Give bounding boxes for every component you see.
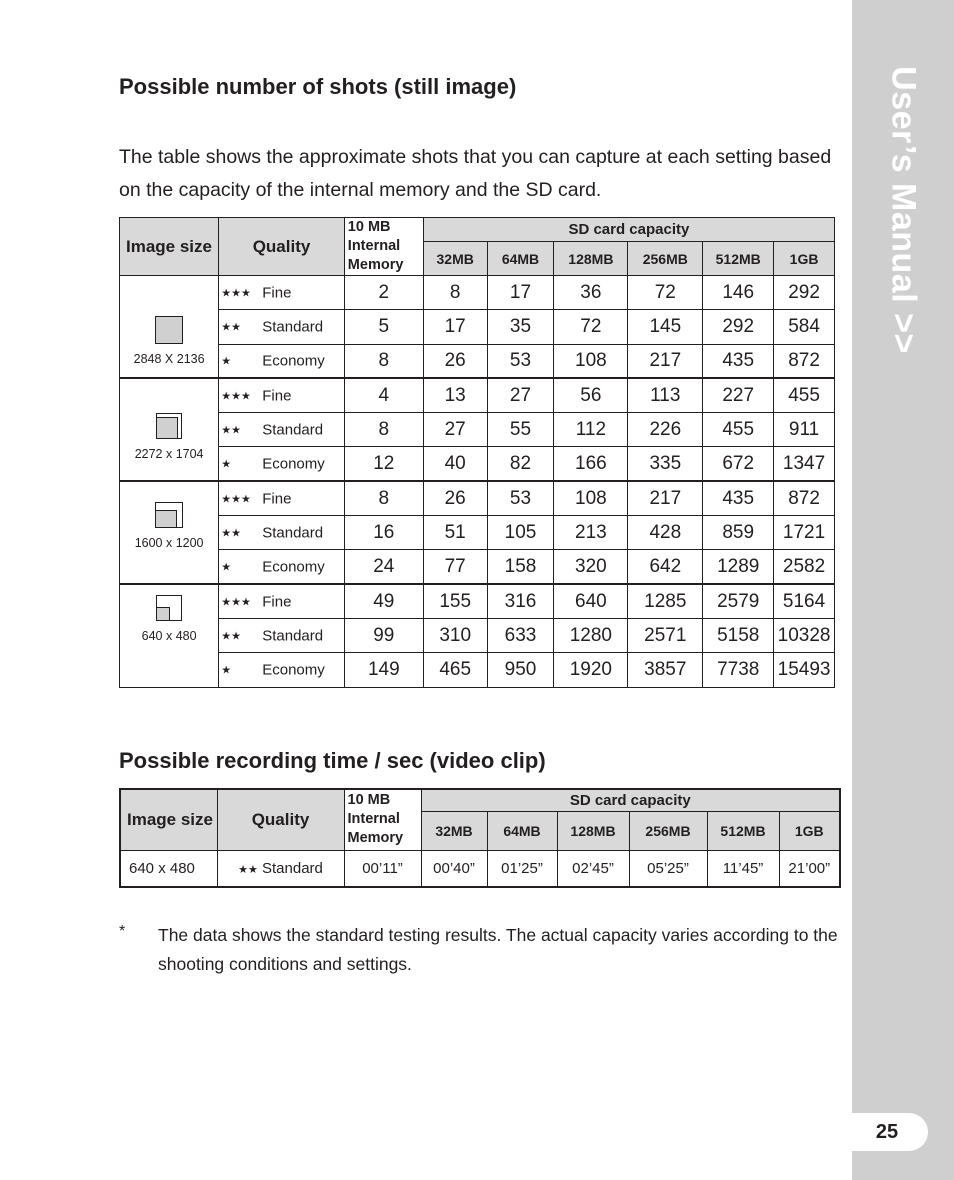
value-cell: 112: [554, 413, 628, 447]
sd-col-header-512mb: 512MB: [707, 811, 779, 850]
quality-label: Standard: [262, 524, 324, 542]
video-value-cell: 11’45”: [707, 850, 779, 887]
table-row: [120, 653, 835, 687]
value-cell: 108: [554, 344, 628, 378]
value-cell: 26: [423, 344, 487, 378]
star-rating-icon: ★: [221, 664, 232, 677]
value-cell: 950: [487, 653, 554, 687]
video-col-memory-header: 10 MB Internal Memory: [344, 789, 421, 850]
value-cell: 12: [344, 447, 423, 481]
quality-label: Standard: [262, 318, 324, 336]
video-value-cell: 00’11”: [344, 850, 421, 887]
value-cell: 51: [423, 516, 487, 550]
value-cell: 17: [423, 310, 487, 344]
value-cell: 99: [344, 618, 423, 652]
value-cell: 16: [344, 516, 423, 550]
table-row: [120, 516, 835, 550]
value-cell: 53: [487, 481, 554, 515]
table-row: [120, 481, 835, 515]
value-cell: 145: [628, 310, 703, 344]
value-cell: 8: [423, 276, 487, 310]
value-cell: 17: [487, 276, 554, 310]
star-rating-icon: ★★★: [221, 287, 251, 300]
value-cell: 213: [554, 516, 628, 550]
value-cell: 292: [774, 276, 835, 310]
value-cell: 108: [554, 481, 628, 515]
sd-col-header-64mb: 64MB: [487, 242, 554, 276]
star-rating-icon: ★: [221, 355, 232, 368]
star-rating-icon: ★★: [221, 527, 241, 540]
value-cell: 310: [423, 618, 487, 652]
value-cell: 1721: [774, 516, 835, 550]
value-cell: 2579: [703, 584, 774, 618]
value-cell: 27: [487, 378, 554, 412]
value-cell: 642: [628, 550, 703, 584]
value-cell: 435: [703, 344, 774, 378]
quality-cell: [219, 653, 345, 687]
value-cell: 5: [344, 310, 423, 344]
value-cell: 7738: [703, 653, 774, 687]
value-cell: 1920: [554, 653, 628, 687]
video-value-cell: 21’00”: [779, 850, 840, 887]
table-row: [120, 310, 835, 344]
sd-col-header-64mb: 64MB: [487, 811, 557, 850]
value-cell: 27: [423, 413, 487, 447]
value-cell: 455: [774, 378, 835, 412]
sd-col-header-32mb: 32MB: [423, 242, 487, 276]
value-cell: 428: [628, 516, 703, 550]
value-cell: 217: [628, 344, 703, 378]
quality-cell: [219, 618, 345, 652]
col-image-size-header: Image size: [120, 218, 219, 276]
value-cell: 13: [423, 378, 487, 412]
value-cell: 77: [423, 550, 487, 584]
sd-col-header-1gb: 1GB: [774, 242, 835, 276]
quality-cell: [219, 550, 345, 584]
footnote-text: The data shows the standard testing results. The actual capacity varies according to the shooting conditions and settings.: [158, 925, 838, 974]
value-cell: 10328: [774, 618, 835, 652]
shots-table: [119, 217, 835, 688]
value-cell: 3857: [628, 653, 703, 687]
table-row: [120, 550, 835, 584]
table-row: [120, 378, 835, 412]
image-size-icon: [156, 413, 182, 439]
value-cell: 56: [554, 378, 628, 412]
quality-cell: [219, 413, 345, 447]
image-size-icon: [155, 316, 183, 344]
value-cell: 105: [487, 516, 554, 550]
value-cell: 316: [487, 584, 554, 618]
value-cell: 584: [774, 310, 835, 344]
quality-cell: [219, 310, 345, 344]
image-size-label: 640 x 480: [141, 629, 197, 644]
video-value-cell: 02’45”: [557, 850, 629, 887]
star-rating-icon: ★★: [221, 630, 241, 643]
value-cell: 40: [423, 447, 487, 481]
quality-label: Standard: [262, 421, 324, 439]
table-row: [120, 276, 835, 310]
video-col-sd-header: SD card capacity: [421, 789, 840, 811]
image-size-icon: [156, 595, 182, 621]
value-cell: 146: [703, 276, 774, 310]
star-rating-icon: ★★★: [221, 493, 251, 506]
value-cell: 15493: [774, 653, 835, 687]
image-size-cell: [120, 378, 219, 481]
image-size-cell: [120, 276, 219, 379]
image-size-label: 2848 X 2136: [133, 352, 205, 366]
value-cell: 335: [628, 447, 703, 481]
video-col-image-size-header: Image size: [120, 789, 217, 850]
value-cell: 82: [487, 447, 554, 481]
value-cell: 155: [423, 584, 487, 618]
value-cell: 24: [344, 550, 423, 584]
value-cell: 49: [344, 584, 423, 618]
star-rating-icon: ★★: [221, 321, 241, 334]
video-quality-cell: [217, 850, 344, 887]
value-cell: 166: [554, 447, 628, 481]
value-cell: 158: [487, 550, 554, 584]
quality-label: Fine: [262, 593, 292, 611]
value-cell: 149: [344, 653, 423, 687]
sd-col-header-128mb: 128MB: [554, 242, 628, 276]
sidebar-title: User’s Manual >>: [884, 66, 923, 354]
sd-col-header-128mb: 128MB: [557, 811, 629, 850]
quality-label: Fine: [262, 284, 292, 302]
value-cell: 226: [628, 413, 703, 447]
quality-label: Economy: [262, 455, 325, 473]
quality-cell: [219, 584, 345, 618]
col-sd-header: SD card capacity: [423, 218, 834, 242]
value-cell: 55: [487, 413, 554, 447]
value-cell: 72: [554, 310, 628, 344]
video-value-cell: 00’40”: [421, 850, 487, 887]
star-rating-icon: ★: [221, 458, 232, 471]
value-cell: 36: [554, 276, 628, 310]
image-size-cell: [120, 584, 219, 687]
quality-label: Fine: [262, 490, 292, 508]
sd-col-header-1gb: 1GB: [779, 811, 840, 850]
value-cell: 1347: [774, 447, 835, 481]
value-cell: 8: [344, 344, 423, 378]
quality-label: Economy: [262, 352, 325, 370]
value-cell: 640: [554, 584, 628, 618]
video-size-cell: 640 x 480: [120, 850, 217, 887]
section2-heading: Possible recording time / sec (video clip): [119, 748, 546, 773]
value-cell: 455: [703, 413, 774, 447]
recording-time-table: [119, 788, 841, 888]
star-rating-icon: ★★★: [221, 390, 251, 403]
value-cell: 859: [703, 516, 774, 550]
quality-label: Economy: [262, 661, 325, 679]
value-cell: 320: [554, 550, 628, 584]
sd-col-header-256mb: 256MB: [629, 811, 707, 850]
page-number: 25: [846, 1113, 928, 1151]
video-col-quality-header: Quality: [217, 789, 344, 850]
table-row: [120, 413, 835, 447]
value-cell: 435: [703, 481, 774, 515]
value-cell: 72: [628, 276, 703, 310]
image-size-label: 2272 x 1704: [134, 447, 204, 462]
value-cell: 2582: [774, 550, 835, 584]
quality-label: Fine: [262, 387, 292, 405]
value-cell: 1280: [554, 618, 628, 652]
image-size-cell: [120, 481, 219, 584]
value-cell: 8: [344, 413, 423, 447]
star-rating-icon: ★: [221, 561, 232, 574]
value-cell: 4: [344, 378, 423, 412]
value-cell: 672: [703, 447, 774, 481]
value-cell: 217: [628, 481, 703, 515]
star-rating-icon: ★★: [221, 424, 241, 437]
value-cell: 35: [487, 310, 554, 344]
quality-cell: [219, 516, 345, 550]
video-quality-label: Standard: [262, 859, 323, 877]
video-value-cell: 05’25”: [629, 850, 707, 887]
table-row: [120, 584, 835, 618]
value-cell: 1285: [628, 584, 703, 618]
value-cell: 5164: [774, 584, 835, 618]
value-cell: 113: [628, 378, 703, 412]
value-cell: 8: [344, 481, 423, 515]
quality-cell: [219, 344, 345, 378]
value-cell: 872: [774, 481, 835, 515]
value-cell: 1289: [703, 550, 774, 584]
value-cell: 227: [703, 378, 774, 412]
star-rating-icon: ★★★: [221, 596, 251, 609]
value-cell: 292: [703, 310, 774, 344]
quality-cell: [219, 276, 345, 310]
section1-heading: Possible number of shots (still image): [119, 74, 517, 99]
star-rating-icon: ★★: [238, 863, 258, 876]
footnote-marker: *: [119, 923, 126, 940]
image-size-label: 1600 x 1200: [134, 536, 204, 551]
sd-col-header-32mb: 32MB: [421, 811, 487, 850]
value-cell: 633: [487, 618, 554, 652]
section1-intro: The table shows the approximate shots that you can capture at each setting based on the capacity of the internal memory and the SD card.: [119, 146, 832, 201]
value-cell: 872: [774, 344, 835, 378]
quality-cell: [219, 447, 345, 481]
quality-cell: [219, 481, 345, 515]
value-cell: 5158: [703, 618, 774, 652]
sd-col-header-256mb: 256MB: [628, 242, 703, 276]
value-cell: 911: [774, 413, 835, 447]
video-value-cell: 01’25”: [487, 850, 557, 887]
table-row: [120, 618, 835, 652]
quality-label: Economy: [262, 558, 325, 576]
quality-label: Standard: [262, 627, 324, 645]
col-memory-header: 10 MB Internal Memory: [344, 218, 423, 276]
value-cell: 26: [423, 481, 487, 515]
image-size-icon: [155, 502, 183, 528]
table-row: [120, 344, 835, 378]
value-cell: 2571: [628, 618, 703, 652]
value-cell: 465: [423, 653, 487, 687]
value-cell: 2: [344, 276, 423, 310]
table-row: [120, 447, 835, 481]
value-cell: 53: [487, 344, 554, 378]
sd-col-header-512mb: 512MB: [703, 242, 774, 276]
quality-cell: [219, 378, 345, 412]
col-quality-header: Quality: [219, 218, 345, 276]
